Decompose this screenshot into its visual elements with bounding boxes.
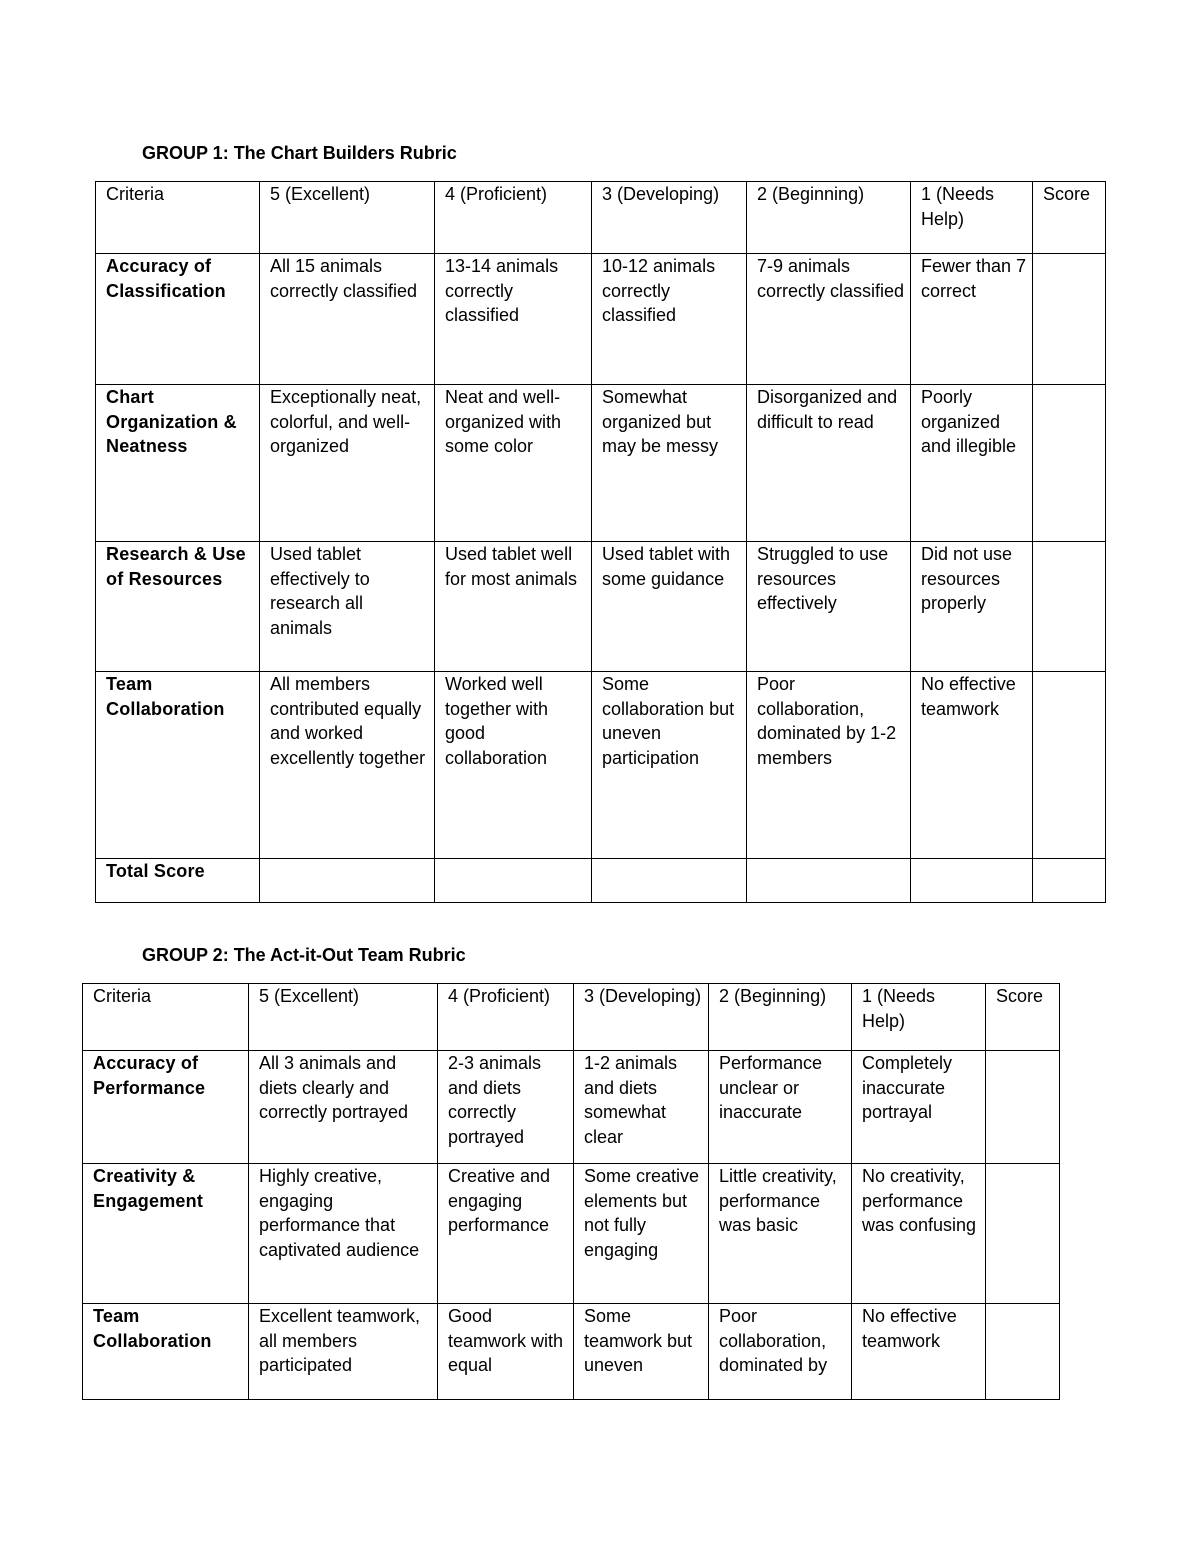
criteria-cell: Team Collaboration [96,672,260,859]
cell-developing: 10-12 animals correctly classified [592,254,747,385]
total-cell [911,859,1033,903]
header-needs-help: 1 (Needs Help) [911,182,1033,254]
cell-needs-help: No effective teamwork [911,672,1033,859]
cell-developing: Some creative elements but not fully engaging [574,1164,709,1304]
group1-title: GROUP 1: The Chart Builders Rubric [142,143,457,163]
cell-proficient: Used tablet well for most animals [435,542,592,672]
cell-developing: Some teamwork but uneven [574,1304,709,1400]
table-row [96,254,1106,385]
cell-score [1033,254,1106,385]
cell-proficient: Good teamwork with equal [438,1304,574,1400]
group2-title: GROUP 2: The Act-it-Out Team Rubric [142,945,466,965]
cell-developing: Somewhat organized but may be messy [592,385,747,542]
cell-needs-help: Did not use resources properly [911,542,1033,672]
cell-developing: Some collaboration but uneven participation [592,672,747,859]
cell-developing: Used tablet with some guidance [592,542,747,672]
table-row [83,1304,1060,1400]
total-cell [592,859,747,903]
table-row [83,1051,1060,1164]
cell-score [1033,542,1106,672]
cell-proficient: Neat and well-organized with some color [435,385,592,542]
cell-beginning: 7-9 animals correctly classified [747,254,911,385]
header-criteria: Criteria [83,984,249,1051]
header-score: Score [986,984,1060,1051]
header-criteria: Criteria [96,182,260,254]
header-row [96,182,1106,254]
header-score: Score [1033,182,1106,254]
criteria-cell: Accuracy of Performance [83,1051,249,1164]
total-cell [260,859,435,903]
cell-developing: 1-2 animals and diets somewhat clear [574,1051,709,1164]
cell-needs-help: Poorly organized and illegible [911,385,1033,542]
cell-score [986,1164,1060,1304]
criteria-cell: Chart Organization & Neatness [96,385,260,542]
total-score-row [96,859,1106,903]
criteria-cell: Research & Use of Resources [96,542,260,672]
cell-beginning: Disorganized and difficult to read [747,385,911,542]
header-row [83,984,1060,1051]
total-cell [747,859,911,903]
header-excellent: 5 (Excellent) [249,984,438,1051]
header-beginning: 2 (Beginning) [747,182,911,254]
cell-beginning: Struggled to use resources effectively [747,542,911,672]
cell-score [986,1304,1060,1400]
header-proficient: 4 (Proficient) [435,182,592,254]
cell-needs-help: No effective teamwork [852,1304,986,1400]
criteria-cell: Team Collaboration [83,1304,249,1400]
criteria-cell: Accuracy of Classification [96,254,260,385]
cell-needs-help: Fewer than 7 correct [911,254,1033,385]
header-developing: 3 (Developing) [574,984,709,1051]
group1-rubric-table [95,181,1106,903]
cell-score [1033,672,1106,859]
cell-beginning: Performance unclear or inaccurate [709,1051,852,1164]
cell-excellent: Highly creative, engaging performance that captivated audience [249,1164,438,1304]
header-beginning: 2 (Beginning) [709,984,852,1051]
cell-excellent: Exceptionally neat, colorful, and well-organized [260,385,435,542]
table-row [96,672,1106,859]
header-developing: 3 (Developing) [592,182,747,254]
cell-proficient: Worked well together with good collaboration [435,672,592,859]
table-row [83,1164,1060,1304]
cell-proficient: Creative and engaging performance [438,1164,574,1304]
table-row [96,542,1106,672]
cell-score [986,1051,1060,1164]
cell-excellent: All members contributed equally and worked excellently together [260,672,435,859]
cell-beginning: Poor collaboration, dominated by 1-2 members [747,672,911,859]
cell-excellent: Excellent teamwork, all members participated [249,1304,438,1400]
cell-excellent: All 3 animals and diets clearly and correctly portrayed [249,1051,438,1164]
header-excellent: 5 (Excellent) [260,182,435,254]
total-score-label: Total Score [96,859,260,903]
cell-needs-help: Completely inaccurate portrayal [852,1051,986,1164]
group2-rubric-table [82,983,1060,1400]
cell-proficient: 2-3 animals and diets correctly portrayed [438,1051,574,1164]
header-needs-help: 1 (Needs Help) [852,984,986,1051]
total-cell [1033,859,1106,903]
header-proficient: 4 (Proficient) [438,984,574,1051]
cell-proficient: 13-14 animals correctly classified [435,254,592,385]
cell-beginning: Little creativity, performance was basic [709,1164,852,1304]
cell-excellent: All 15 animals correctly classified [260,254,435,385]
cell-needs-help: No creativity, performance was confusing [852,1164,986,1304]
criteria-cell: Creativity & Engagement [83,1164,249,1304]
table-row [96,385,1106,542]
cell-excellent: Used tablet effectively to research all animals [260,542,435,672]
total-cell [435,859,592,903]
cell-score [1033,385,1106,542]
cell-beginning: Poor collaboration, dominated by [709,1304,852,1400]
